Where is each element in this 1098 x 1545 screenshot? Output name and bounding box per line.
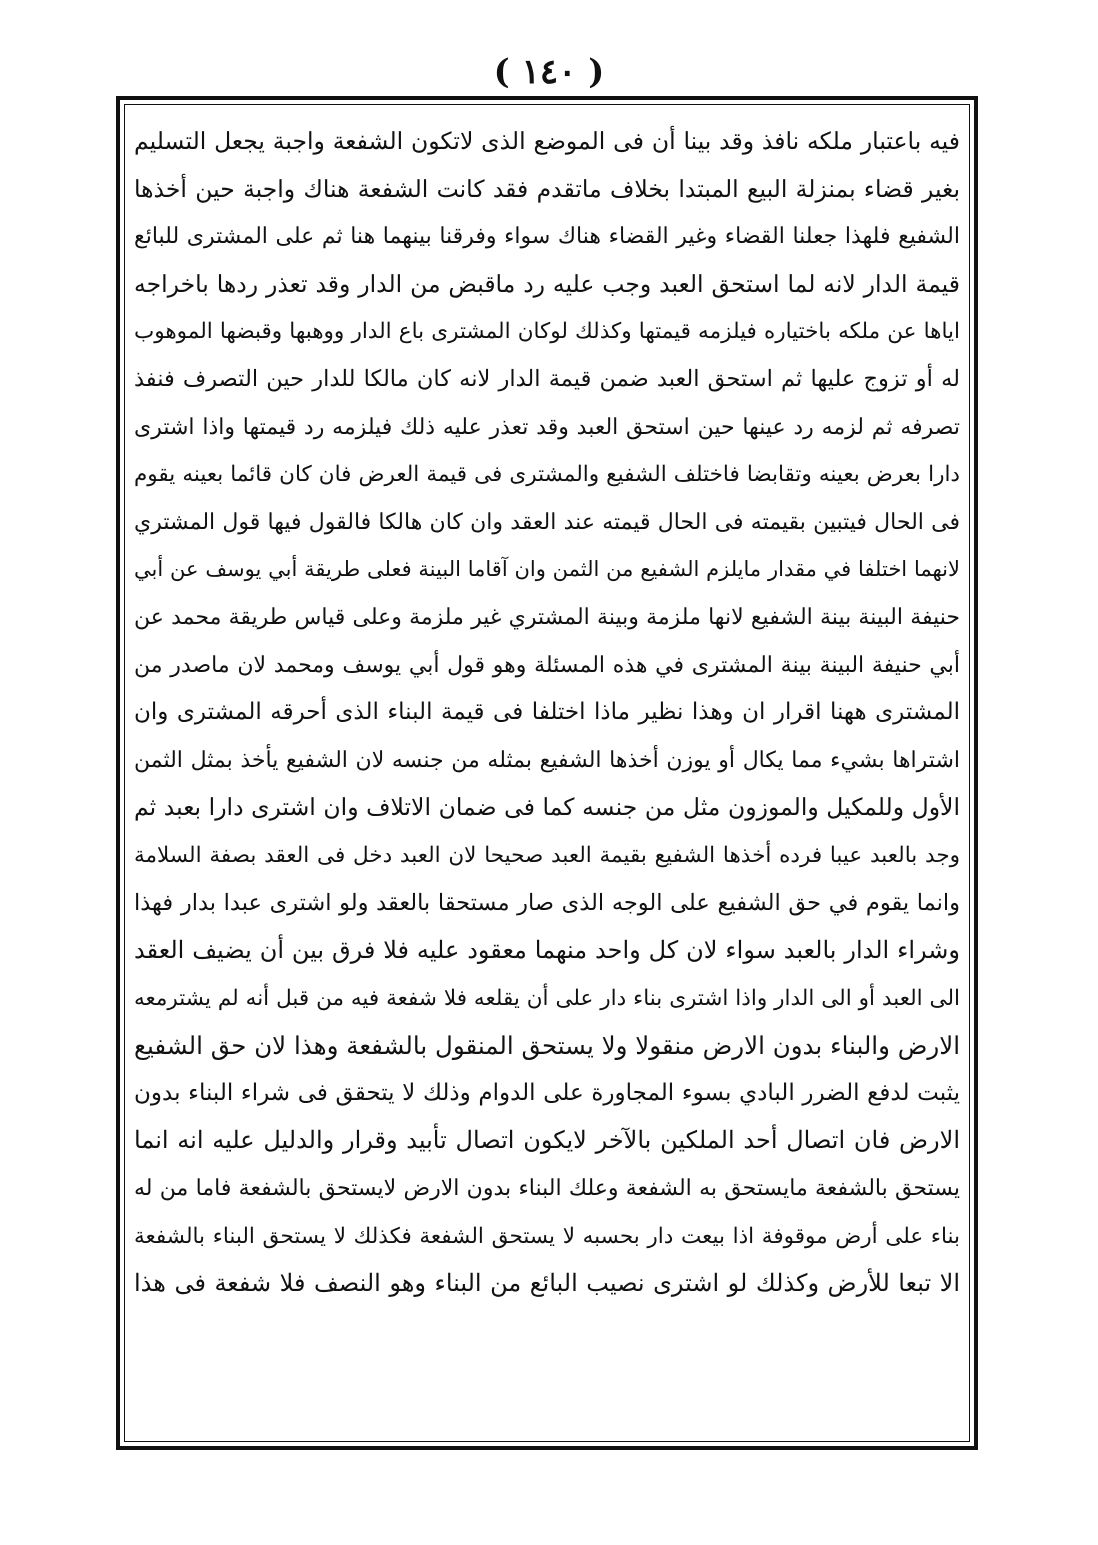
text-line: الارض فان اتصال أحد الملكين بالآخر لايكون اتصال تأبيد وقرار والدليل عليه انه انما <box>134 1126 960 1155</box>
text-line: وجد بالعبد عيبا فرده أخذها الشفيع بقيمة العبد صحيحا لان العبد دخل فى العقد بصفة السلامة <box>134 842 960 868</box>
page-number: ( ١٤٠ ) <box>493 52 605 92</box>
text-line: الشفيع فلهذا جعلنا القضاء وغير القضاء هناك سواء وفرقنا بينهما هنا ثم على المشترى للبائع <box>134 224 960 250</box>
text-line: له أو تزوج عليها ثم استحق العبد ضمن قيمة الدار لانه كان مالكا للدار حين التصرف فنفذ <box>134 365 960 392</box>
body-text <box>134 118 960 1436</box>
text-line: دارا بعرض بعينه وتقابضا فاختلف الشفيع والمشترى فى قيمة العرض فان كان قائما بعينه يقوم <box>134 462 960 488</box>
text-line: أبي حنيفة البينة بينة المشترى في هذه المسئلة وهو قول أبي يوسف ومحمد لان ماصدر من <box>134 652 960 678</box>
text-line: وشراء الدار بالعبد سواء لان كل واحد منهما معقود عليه فلا فرق بين أن يضيف العقد <box>134 936 960 965</box>
text-line: قيمة الدار لانه لما استحق العبد وجب عليه رد ماقبض من الدار وقد تعذر ردها باخراجه <box>134 269 960 298</box>
text-line: فيه باعتبار ملكه نافذ وقد بينا أن فى الموضع الذى لاتكون الشفعة واجبة يجعل التسليم <box>134 127 960 155</box>
text-line: بغير قضاء بمنزلة البيع المبتدا بخلاف ماتقدم فقد كانت الشفعة هناك واجبة حين أخذها <box>134 174 960 203</box>
text-line: الارض والبناء بدون الارض منقولا ولا يستحق المنقول بالشفعة وهذا لان حق الشفيع <box>134 1031 960 1061</box>
text-line: بناء على أرض موقوفة اذا بيعت دار بحسبه لا يستحق الشفعة فكذلك لا يستحق البناء بالشفعة <box>134 1223 960 1249</box>
text-line: اشتراها بشيء مما يكال أو يوزن أخذها الشفيع بمثله من جنسه لان الشفيع يأخذ بمثل الثمن <box>134 747 960 773</box>
text-line: تصرفه ثم لزمه رد عينها حين استحق العبد وقد تعذر عليه ذلك فيلزمه رد قيمتها واذا اشترى <box>134 414 960 440</box>
text-line: وانما يقوم في حق الشفيع على الوجه الذى صار مستحقا بالعقد ولو اشترى عبدا بدار فهذا <box>134 889 960 916</box>
text-line: لانهما اختلفا في مقدار مايلزم الشفيع من الثمن وان آقاما البينة فعلى طريقة أبي يوسف عن أبي <box>134 557 960 582</box>
text-line: فى الحال فيتبين بقيمته فى الحال قيمته عند العقد وان كان هالكا فالقول فيها قول المشتري <box>134 509 960 535</box>
text-line: حنيفة البينة بينة الشفيع لانها ملزمة وبينة المشتري غير ملزمة وعلى قياس طريقة محمد عن <box>134 604 960 630</box>
text-line: الا تبعا للأرض وكذلك لو اشترى نصيب البائع من البناء وهو النصف فلا شفعة فى هذا <box>134 1269 960 1298</box>
text-line: الى العبد أو الى الدار واذا اشترى بناء دار على أن يقلعه فلا شفعة فيه من قبل أنه لم يشترمعه <box>134 985 960 1011</box>
text-line: اياها عن ملكه باختياره فيلزمه قيمتها وكذلك لوكان المشترى باع الدار ووهبها وقبضها الموهوب <box>134 319 960 345</box>
text-line: يستحق بالشفعة مايستحق به الشفعة وعلك البناء بدون الارض لايستحق بالشفعة فاما من له <box>134 1176 960 1202</box>
text-line: يثبت لدفع الضرر البادي بسوء المجاورة على الدوام وذلك لا يتحقق فى شراء البناء بدون <box>134 1079 960 1106</box>
text-line: المشترى ههنا اقرار ان وهذا نظير ماذا اختلفا فى قيمة البناء الذى أحرقه المشترى وان <box>134 699 960 726</box>
text-line: الأول وللمكيل والموزون مثل من جنسه كما فى ضمان الاتلاف وان اشترى دارا بعبد ثم <box>134 793 960 822</box>
